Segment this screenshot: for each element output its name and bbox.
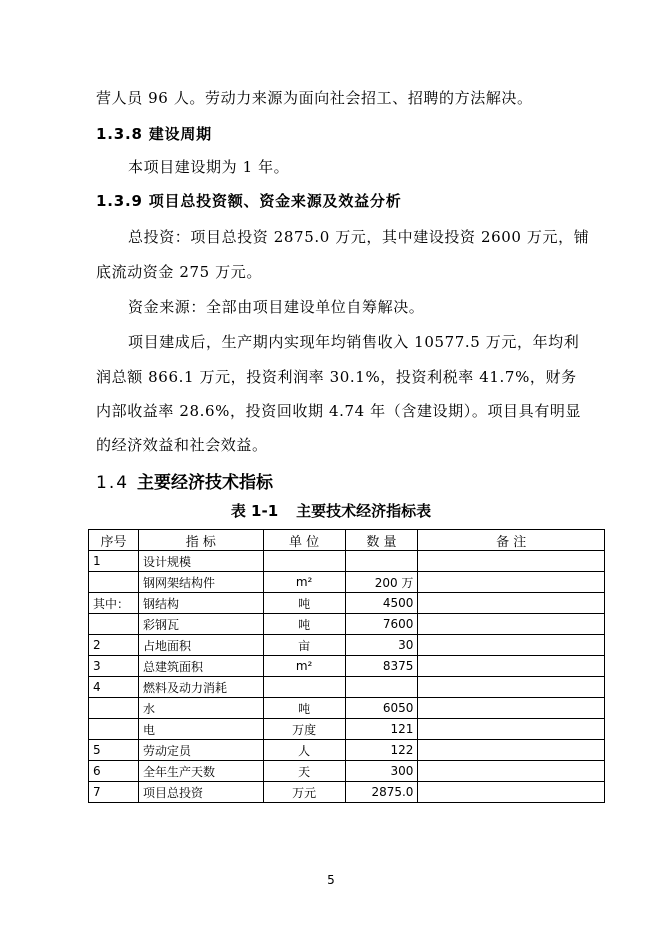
cell-note xyxy=(418,719,605,740)
cell-note xyxy=(418,656,605,677)
cell-unit: 人 xyxy=(263,740,345,761)
cell-qty xyxy=(345,551,418,572)
cell-unit: 万度 xyxy=(263,719,345,740)
body-paragraph: 内部收益率 28.6%，投资回收期 4.74 年（含建设期）。项目具有明显 xyxy=(96,402,582,420)
cell-note xyxy=(418,677,605,698)
cell-qty: 6050 xyxy=(345,698,418,719)
section-heading-1-4 xyxy=(96,468,273,493)
body-paragraph: 营人员 96 人。劳动力来源为面向社会招工、招聘的方法解决。 xyxy=(96,89,533,107)
cell-item: 项目总投资 xyxy=(138,782,263,803)
body-paragraph: 资金来源：全部由项目建设单位自筹解决。 xyxy=(128,298,425,316)
table-caption-number: 表 1-1 xyxy=(230,502,279,520)
cell-note xyxy=(418,698,605,719)
cell-qty: 2875.0 xyxy=(345,782,418,803)
cell-unit: 亩 xyxy=(263,635,345,656)
cell-item: 占地面积 xyxy=(138,635,263,656)
cell-unit: 吨 xyxy=(263,614,345,635)
header-qty: 数 量 xyxy=(345,530,418,551)
table-caption-text: 主要技术经济指标表 xyxy=(296,502,432,520)
cell-note xyxy=(418,614,605,635)
cell-unit: 吨 xyxy=(263,698,345,719)
cell-item: 劳动定员 xyxy=(138,740,263,761)
cell-unit: 万元 xyxy=(263,782,345,803)
section-heading-1-3-9: 1.3.9 项目总投资额、资金来源及效益分析 xyxy=(96,192,402,210)
section-heading-1-3-8: 1.3.8 建设周期 xyxy=(96,125,212,143)
cell-qty xyxy=(345,677,418,698)
body-paragraph: 的经济效益和社会效益。 xyxy=(96,436,268,454)
cell-note xyxy=(418,551,605,572)
cell-item: 设计规模 xyxy=(138,551,263,572)
header-note: 备 注 xyxy=(418,530,605,551)
cell-note xyxy=(418,740,605,761)
body-paragraph: 项目建成后，生产期内实现年均销售收入 10577.5 万元，年均利 xyxy=(128,333,580,351)
section-title: 主要经济技术指标 xyxy=(137,473,274,493)
indicator-table xyxy=(88,529,605,803)
cell-item: 燃料及动力消耗 xyxy=(138,677,263,698)
cell-note xyxy=(418,593,605,614)
cell-unit: m² xyxy=(263,572,345,593)
cell-note xyxy=(418,635,605,656)
table-row xyxy=(89,593,605,614)
table-row xyxy=(89,635,605,656)
cell-item: 水 xyxy=(138,698,263,719)
table-row xyxy=(89,572,605,593)
cell-qty: 200 万 xyxy=(345,572,418,593)
table-row xyxy=(89,782,605,803)
cell-item: 全年生产天数 xyxy=(138,761,263,782)
table-caption xyxy=(0,500,662,521)
cell-item: 钢网架结构件 xyxy=(138,572,263,593)
cell-seq: 6 xyxy=(89,761,139,782)
cell-item: 钢结构 xyxy=(138,593,263,614)
cell-qty: 8375 xyxy=(345,656,418,677)
cell-seq xyxy=(89,614,139,635)
cell-item: 总建筑面积 xyxy=(138,656,263,677)
header-item: 指 标 xyxy=(138,530,263,551)
cell-seq: 5 xyxy=(89,740,139,761)
cell-note xyxy=(418,782,605,803)
body-paragraph: 底流动资金 275 万元。 xyxy=(96,263,262,281)
cell-unit xyxy=(263,551,345,572)
page-number: 5 xyxy=(327,873,335,887)
table-row xyxy=(89,656,605,677)
body-paragraph: 润总额 866.1 万元，投资利润率 30.1%，投资利税率 41.7%，财务 xyxy=(96,368,577,386)
body-paragraph: 总投资：项目总投资 2875.0 万元，其中建设投资 2600 万元，铺 xyxy=(128,228,590,246)
header-unit: 单 位 xyxy=(263,530,345,551)
header-seq: 序号 xyxy=(89,530,139,551)
table-row xyxy=(89,719,605,740)
cell-note xyxy=(418,761,605,782)
table-header-row xyxy=(89,530,605,551)
cell-qty: 122 xyxy=(345,740,418,761)
cell-seq: 其中： xyxy=(89,593,139,614)
cell-seq: 1 xyxy=(89,551,139,572)
table-row xyxy=(89,740,605,761)
table-row xyxy=(89,551,605,572)
cell-item: 电 xyxy=(138,719,263,740)
cell-seq: 2 xyxy=(89,635,139,656)
section-number: 1.4 xyxy=(96,473,130,493)
cell-unit: m² xyxy=(263,656,345,677)
cell-item: 彩钢瓦 xyxy=(138,614,263,635)
cell-qty: 4500 xyxy=(345,593,418,614)
cell-seq xyxy=(89,698,139,719)
cell-unit: 吨 xyxy=(263,593,345,614)
cell-seq: 7 xyxy=(89,782,139,803)
cell-seq xyxy=(89,572,139,593)
table-row xyxy=(89,614,605,635)
cell-seq: 3 xyxy=(89,656,139,677)
body-paragraph: 本项目建设期为 1 年。 xyxy=(128,158,290,176)
cell-seq xyxy=(89,719,139,740)
cell-qty: 7600 xyxy=(345,614,418,635)
table-row xyxy=(89,761,605,782)
cell-unit: 天 xyxy=(263,761,345,782)
cell-unit xyxy=(263,677,345,698)
cell-qty: 121 xyxy=(345,719,418,740)
cell-qty: 30 xyxy=(345,635,418,656)
table-row xyxy=(89,677,605,698)
cell-note xyxy=(418,572,605,593)
cell-seq: 4 xyxy=(89,677,139,698)
cell-qty: 300 xyxy=(345,761,418,782)
table-row xyxy=(89,698,605,719)
